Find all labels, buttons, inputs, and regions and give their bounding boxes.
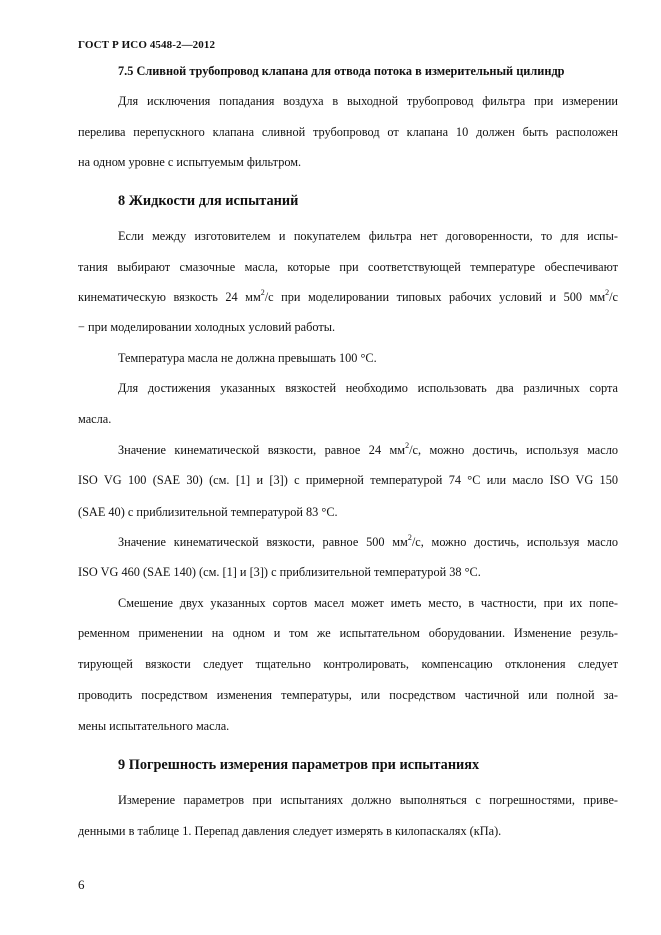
superscript: 2: [407, 533, 412, 542]
document-header: ГОСТ Р ИСО 4548-2—2012: [78, 39, 216, 51]
superscript: 2: [260, 288, 265, 297]
paragraph-line: (SAE 40) с приблизительной температурой 83 °С.: [78, 505, 338, 519]
paragraph-line: Если между изготовителем и покупателем фильтра нет договоренности, то для испы-: [118, 229, 618, 243]
text-span: /с, можно достичь, используя масло: [409, 443, 618, 457]
text-span: /с: [609, 290, 618, 304]
section-8-title: 8 Жидкости для испытаний: [118, 193, 299, 209]
paragraph-line: денными в таблице 1. Перепад давления следует измерять в килопаскалях (кПа).: [78, 824, 502, 838]
paragraph-line: [118, 443, 618, 458]
paragraph-line: − при моделировании холодных условий работы.: [78, 320, 336, 334]
paragraph-line: ISO VG 460 (SAE 140) (см. [1] и [3]) с приблизительной температурой 38 °С.: [78, 565, 481, 579]
paragraph-line: перелива перепускного клапана сливной трубопровод от клапана 10 должен быть расположен: [78, 125, 618, 139]
section-9-title: 9 Погрешность измерения параметров при испытаниях: [118, 757, 480, 773]
paragraph-line: тирующей вязкости следует тщательно контролировать, компенсацию отклонения следует: [78, 657, 618, 671]
paragraph-line: Для исключения попадания воздуха в выходной трубопровод фильтра при измерении: [118, 94, 618, 108]
paragraph-line: на одном уровне с испытуемым фильтром.: [78, 155, 302, 169]
text-span: /с, можно достичь, используя масло: [411, 535, 619, 549]
paragraph-line: мены испытательного масла.: [78, 719, 230, 733]
paragraph-line: ISO VG 100 (SAE 30) (см. [1] и [3]) с примерной температурой 74 °С или масло ISO VG 150: [78, 473, 618, 487]
paragraph-line: Для достижения указанных вязкостей необходимо использовать два различных сорта: [118, 381, 618, 395]
superscript: 2: [405, 441, 410, 450]
paragraph-line: проводить посредством изменения температуры, или посредством частичной или полной за-: [78, 688, 618, 702]
paragraph-line: Смешение двух указанных сортов масел может иметь место, в частности, при их попе-: [118, 596, 618, 610]
text-span: Значение кинематической вязкости, равное 24 мм: [118, 443, 406, 457]
paragraph-line: Измерение параметров при испытаниях должно выполняться с погрешностями, приве-: [118, 793, 618, 807]
text-span: Значение кинематической вязкости, равное 500 мм: [118, 535, 408, 549]
paragraph-line: масла.: [78, 412, 112, 426]
paragraph-line: ременном применении на одном и том же испытательном оборудовании. Изменение резуль-: [78, 626, 618, 640]
page-number: 6: [78, 877, 85, 892]
paragraph-line: [118, 535, 618, 550]
text-span: /с при моделировании типовых рабочих условий и 500 мм: [264, 290, 606, 304]
paragraph-line: [78, 290, 618, 305]
paragraph-line: Температура масла не должна превышать 100 °С.: [118, 351, 377, 365]
paragraph-line: тания выбирают смазочные масла, которые при соответствующей температуре обеспечивают: [78, 260, 618, 274]
subsection-7-5-title: 7.5 Сливной трубопровод клапана для отвода потока в измерительный цилиндр: [118, 64, 565, 78]
superscript: 2: [605, 288, 610, 297]
text-span: кинематическую вязкость 24 мм: [78, 290, 261, 304]
